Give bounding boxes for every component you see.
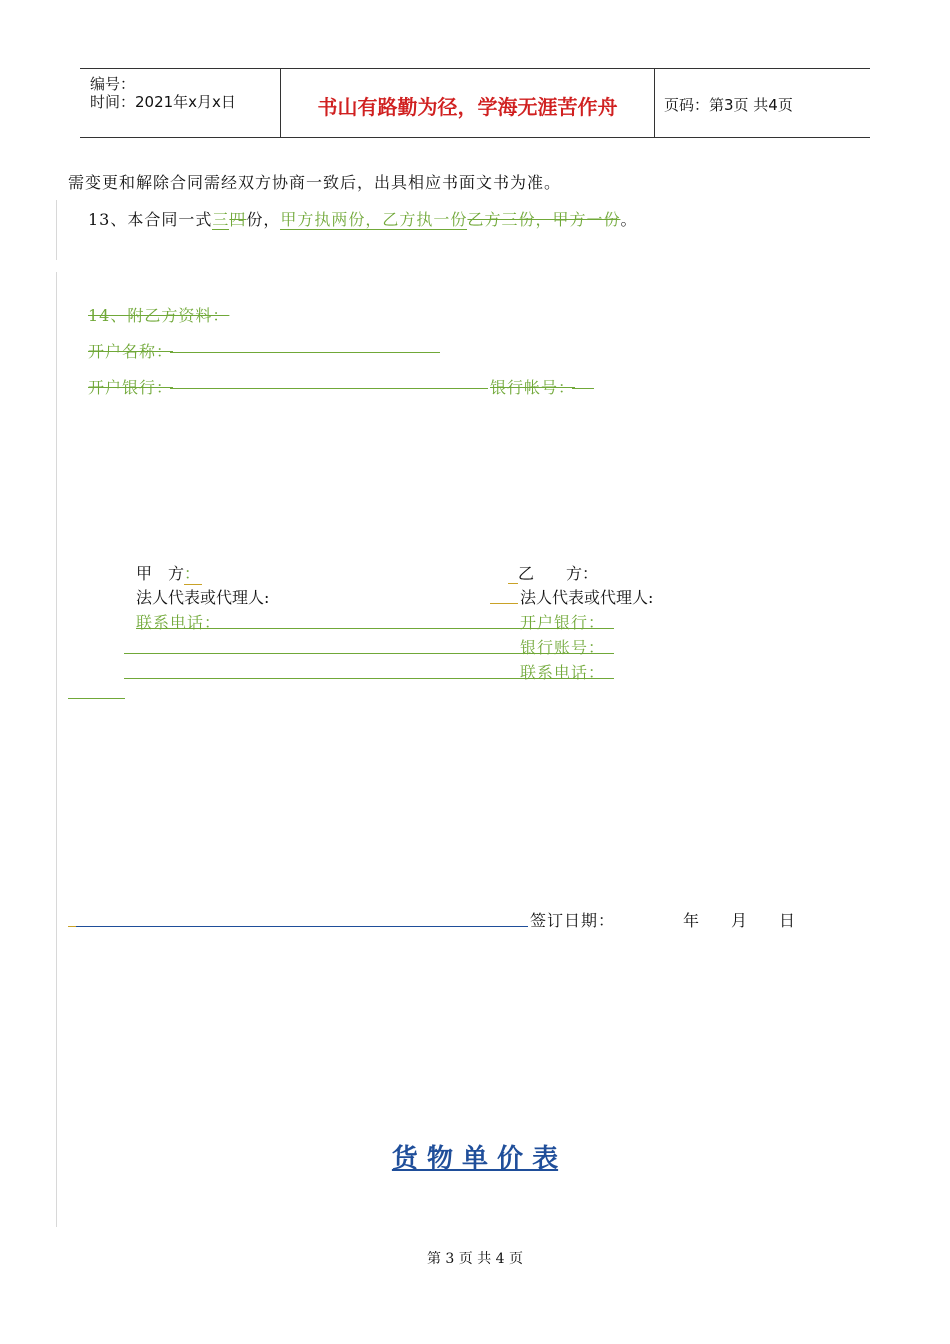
item-14-title: 14、附乙方资料： <box>88 306 230 325</box>
inserted-clause: 甲方执两份，乙方执一份 <box>280 210 468 229</box>
deleted-four: 四 <box>229 210 247 229</box>
party-a-colon: ： <box>184 561 202 585</box>
item-13-mid: 份， <box>246 210 281 229</box>
header-left-cell <box>80 69 280 137</box>
inserted-three: 三 <box>212 210 230 229</box>
sign-date-gold-line <box>68 926 76 927</box>
time-label: 时间：2021年x月x日 <box>90 93 236 111</box>
sign-date-month: 月 <box>731 911 748 930</box>
item-13-prefix: 13、本合同一式 <box>88 210 213 229</box>
account-b-label: 银行账号： <box>520 638 606 657</box>
bank-account-line <box>572 388 594 389</box>
bank-b-label: 开户银行： <box>520 613 606 632</box>
rep-b-underline <box>490 603 518 604</box>
revision-bar <box>56 272 57 1227</box>
table-title: 货 物 单 价 表 <box>391 1144 559 1174</box>
header-right-cell <box>654 69 870 137</box>
deleted-clause: 乙方三份，甲方一份 <box>467 210 621 229</box>
bank-line <box>170 388 488 389</box>
account-name-label: 开户名称： <box>88 342 174 361</box>
sign-date-line <box>76 926 528 927</box>
bank-label: 开户银行： <box>88 378 174 397</box>
item-13 <box>88 207 637 230</box>
party-a-label: 甲 方： <box>136 561 202 585</box>
rep-b-label: 法人代表或代理人: <box>520 588 654 607</box>
phone-a-label: 联系电话： <box>136 613 222 632</box>
page-info: 页码：第3页 共4页 <box>664 96 793 114</box>
account-name-line <box>170 352 440 353</box>
revision-bar <box>56 200 57 260</box>
bank-account-label: 银行帐号： <box>490 378 576 397</box>
item-13-end: 。 <box>620 210 638 229</box>
sign-date-year: 年 <box>683 911 700 930</box>
header-table <box>80 68 870 138</box>
sign-date-label: 签订日期： <box>530 911 616 930</box>
motto: 书山有路勤为径，学海无涯苦作舟 <box>317 95 618 119</box>
para-continued: 需变更和解除合同需经双方协商一致后，出具相应书面文书为准。 <box>68 173 562 192</box>
short-line <box>68 698 125 699</box>
header-center-cell <box>280 69 655 137</box>
sign-date-day: 日 <box>779 911 796 930</box>
party-b-label: 乙 方： <box>508 561 598 584</box>
number-label: 编号： <box>90 75 136 93</box>
rep-a-label: 法人代表或代理人: <box>136 588 270 607</box>
footer-page-text: 第 3 页 共 4 页 <box>426 1251 524 1267</box>
phone-b-label: 联系电话： <box>520 663 606 682</box>
